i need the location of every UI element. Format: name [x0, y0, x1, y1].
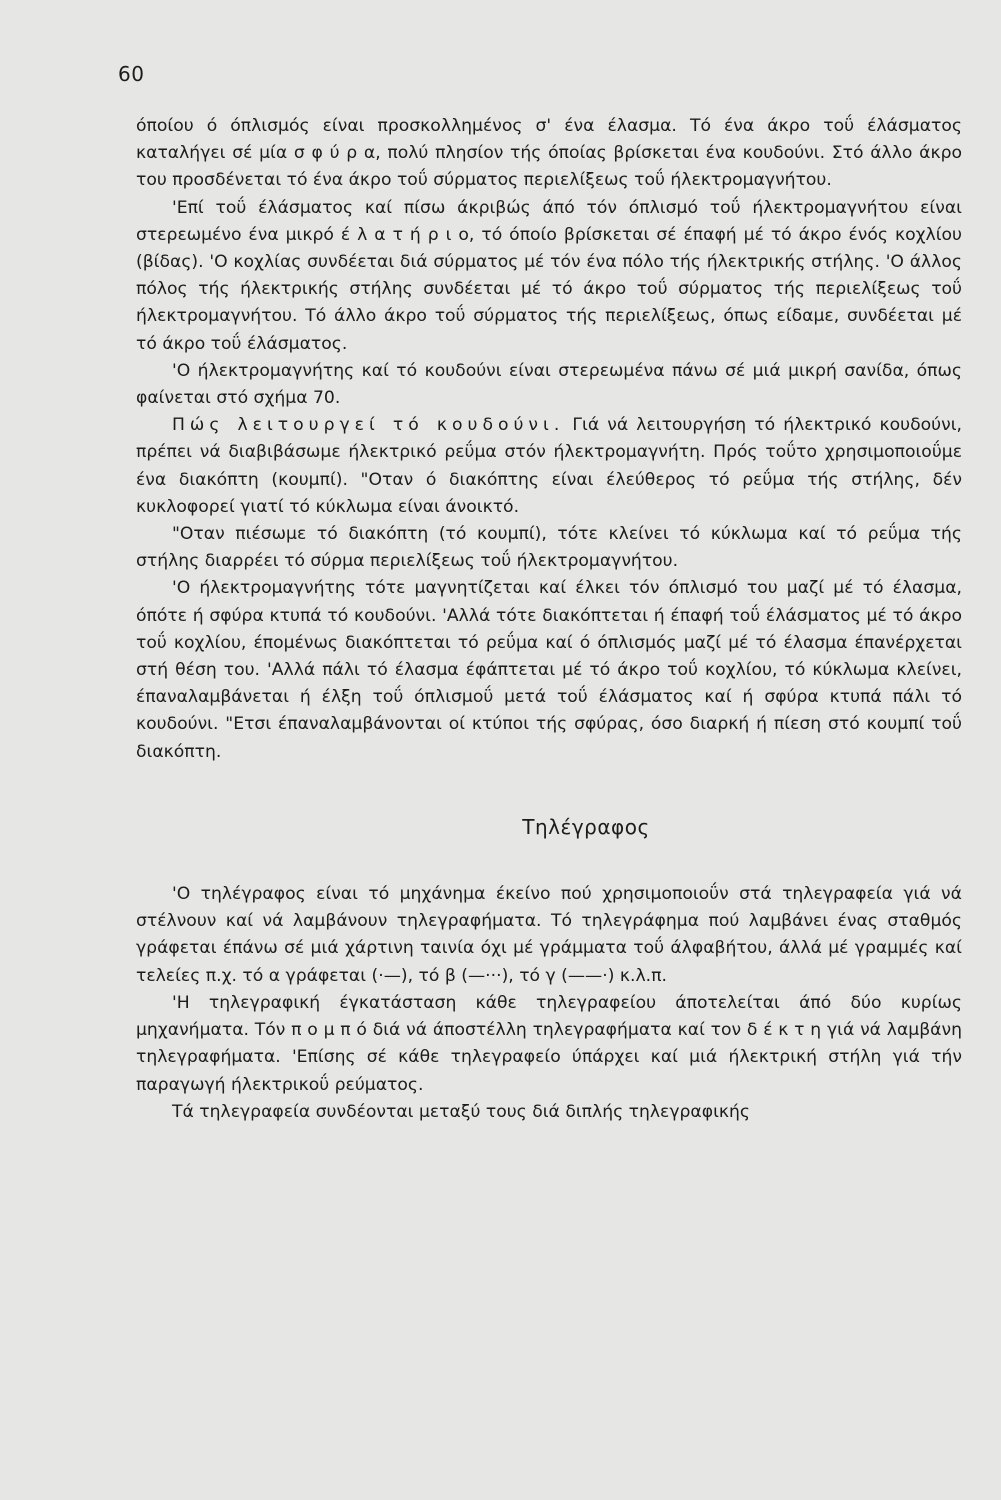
page-number: 60	[118, 62, 145, 86]
page-content	[136, 113, 962, 1126]
paragraph-lead-heading: Πώς λειτουργεί τό κουδούνι.	[172, 415, 565, 436]
paragraph-board: 'Ο ήλεκτρομαγνήτης καί τό κουδούνι είναι στερεωμένα πάνω σέ μιά μικρή σανίδα, όπως φαίνεται στό σχήμα 70.	[136, 360, 962, 409]
paragraph-telegraph-intro: 'Ο τηλέγραφος είναι τό μηχάνημα έκείνο πού χρησιμοποιοΰν στά τηλεγραφεία γιά νά στέλνουν καί νά λαμβάνουν τηλεγραφήματα. Τό τηλεγράφημα πού λαμβάνει ένας σταθμός γράφεται έπάνω σέ μιά χάρτινη ταινία όχι μέ γράμματα τοΰ άλφαβήτου, άλλά μέ γραμμές καί τελείες π.χ. τό α γράφεται (·—), τό β (—···), τό γ (——·) κ.λ.π.	[136, 884, 962, 986]
paragraph-switch-pressed: "Οταν πιέσωμε τό διακόπτη (τό κουμπί), τότε κλείνει τό κύκλωμα καί τό ρεΰμα τής στήλης διαρρέει τό σύρμα περιελίξεως τοΰ ήλεκτρομαγνήτου.	[136, 524, 962, 572]
paragraph-electromagnet-cycle: 'Ο ήλεκτρομαγνήτης τότε μαγνητίζεται καί έλκει τόν όπλισμό του μαζί μέ τό έλασμα, όπότε ή σφύρα κτυπά τό κουδούνι. 'Αλλά τότε διακόπτεται ή έπαφή τοΰ έλάσματος μέ τό άκρο τοΰ κοχλίου, έπομένως διακόπτεται τό ρεΰμα καί ό όπλισμός μαζί μέ τό έλασμα έπανέρχεται στή θέση του. 'Αλλά πάλι τό έλασμα έφάπτεται μέ τό άκρο τοΰ κοχλίου, τό κύκλωμα κλείνει, έπαναλαμβάνεται ή έλξη τοΰ όπλισμοΰ μετά τοΰ έλάσματος καί ή σφύρα κτυπά πάλι τό κουδούνι. "Ετσι έπαναλαμβάνονται οί κτύποι τής σφύρας, όσο διαρκή ή πίεση στό κουμπί τοΰ διακόπτη.	[136, 578, 962, 762]
paragraph-how-bell-works	[136, 412, 962, 521]
section-title: Τηλέγραφος	[522, 814, 650, 839]
paragraph-armature: όποίου ό όπλισμός είναι προσκολλημένος σ' ένα έλασμα. Τό ένα άκρο τοΰ έλάσματος καταλήγει σέ μία σ φ ύ ρ α, πολύ πλησίον τής όποίας βρίσκεται ένα κουδούνι. Στό άλλο άκρο του προσδένεται τό ένα άκρο τοΰ σύρματος περιελίξεως τοΰ ήλεκτρομαγνήτου.	[136, 116, 962, 191]
paragraph-spring: 'Επί τοΰ έλάσματος καί πίσω άκριβώς άπό τόν όπλισμό τοΰ ήλεκτρομαγνήτου είναι στερεωμένο ένα μικρό έ λ α τ ή ρ ι ο, τό όποίο βρίσκεται σέ έπαφή μέ τό άκρο ένός κοχλίου (βίδας). 'Ο κοχλίας συνδέεται διά σύρματος μέ τόν ένα πόλο τής ήλεκτρικής στήλης. 'Ο άλλος πόλος τής ήλεκτρικής στήλης συνδέεται μέ τό άκρο τοΰ σύρματος τής περιελίξεως τοΰ ήλεκτρομαγνήτου. Τό άλλο άκρο τοΰ σύρματος τής περιελίξεως, όπως είδαμε, συνδέεται μέ τό άκρο τοΰ έλάσματος.	[136, 197, 962, 354]
paragraph-telegraph-connection: Τά τηλεγραφεία συνδέονται μεταξύ τους διά διπλής τηλεγραφικής	[172, 1101, 751, 1122]
paragraph-how-bell-works-text: Γιά νά λειτουργήση τό ήλεκτρικό κουδούνι, πρέπει νά διαβιβάσωμε ήλεκτρικό ρεΰμα στόν ήλεκτρομαγνήτη. Πρός τοΰτο χρησιμοποιοΰμε ένα διακόπτη (κουμπί). "Οταν ό διακόπτης είναι έλεύθερος τό ρεΰμα τής στήλης, δέν κυκλοφορεί γιατί τό κύκλωμα είναι άνοικτό.	[136, 415, 962, 517]
paragraph-telegraph-installation: 'Η τηλεγραφική έγκατάσταση κάθε τηλεγραφείου άποτελείται άπό δύο κυρίως μηχανήματα. Τόν π ο μ π ό διά νά άποστέλλη τηλεγραφήματα καί τον δ έ κ τ η γιά νά λαμβάνη τηλεγραφήματα. 'Επίσης σέ κάθε τηλεγραφείο ύπάρχει καί μιά ήλεκτρική στήλη γιά τήν παραγωγή ήλεκτρικοΰ ρεύματος.	[136, 992, 962, 1095]
